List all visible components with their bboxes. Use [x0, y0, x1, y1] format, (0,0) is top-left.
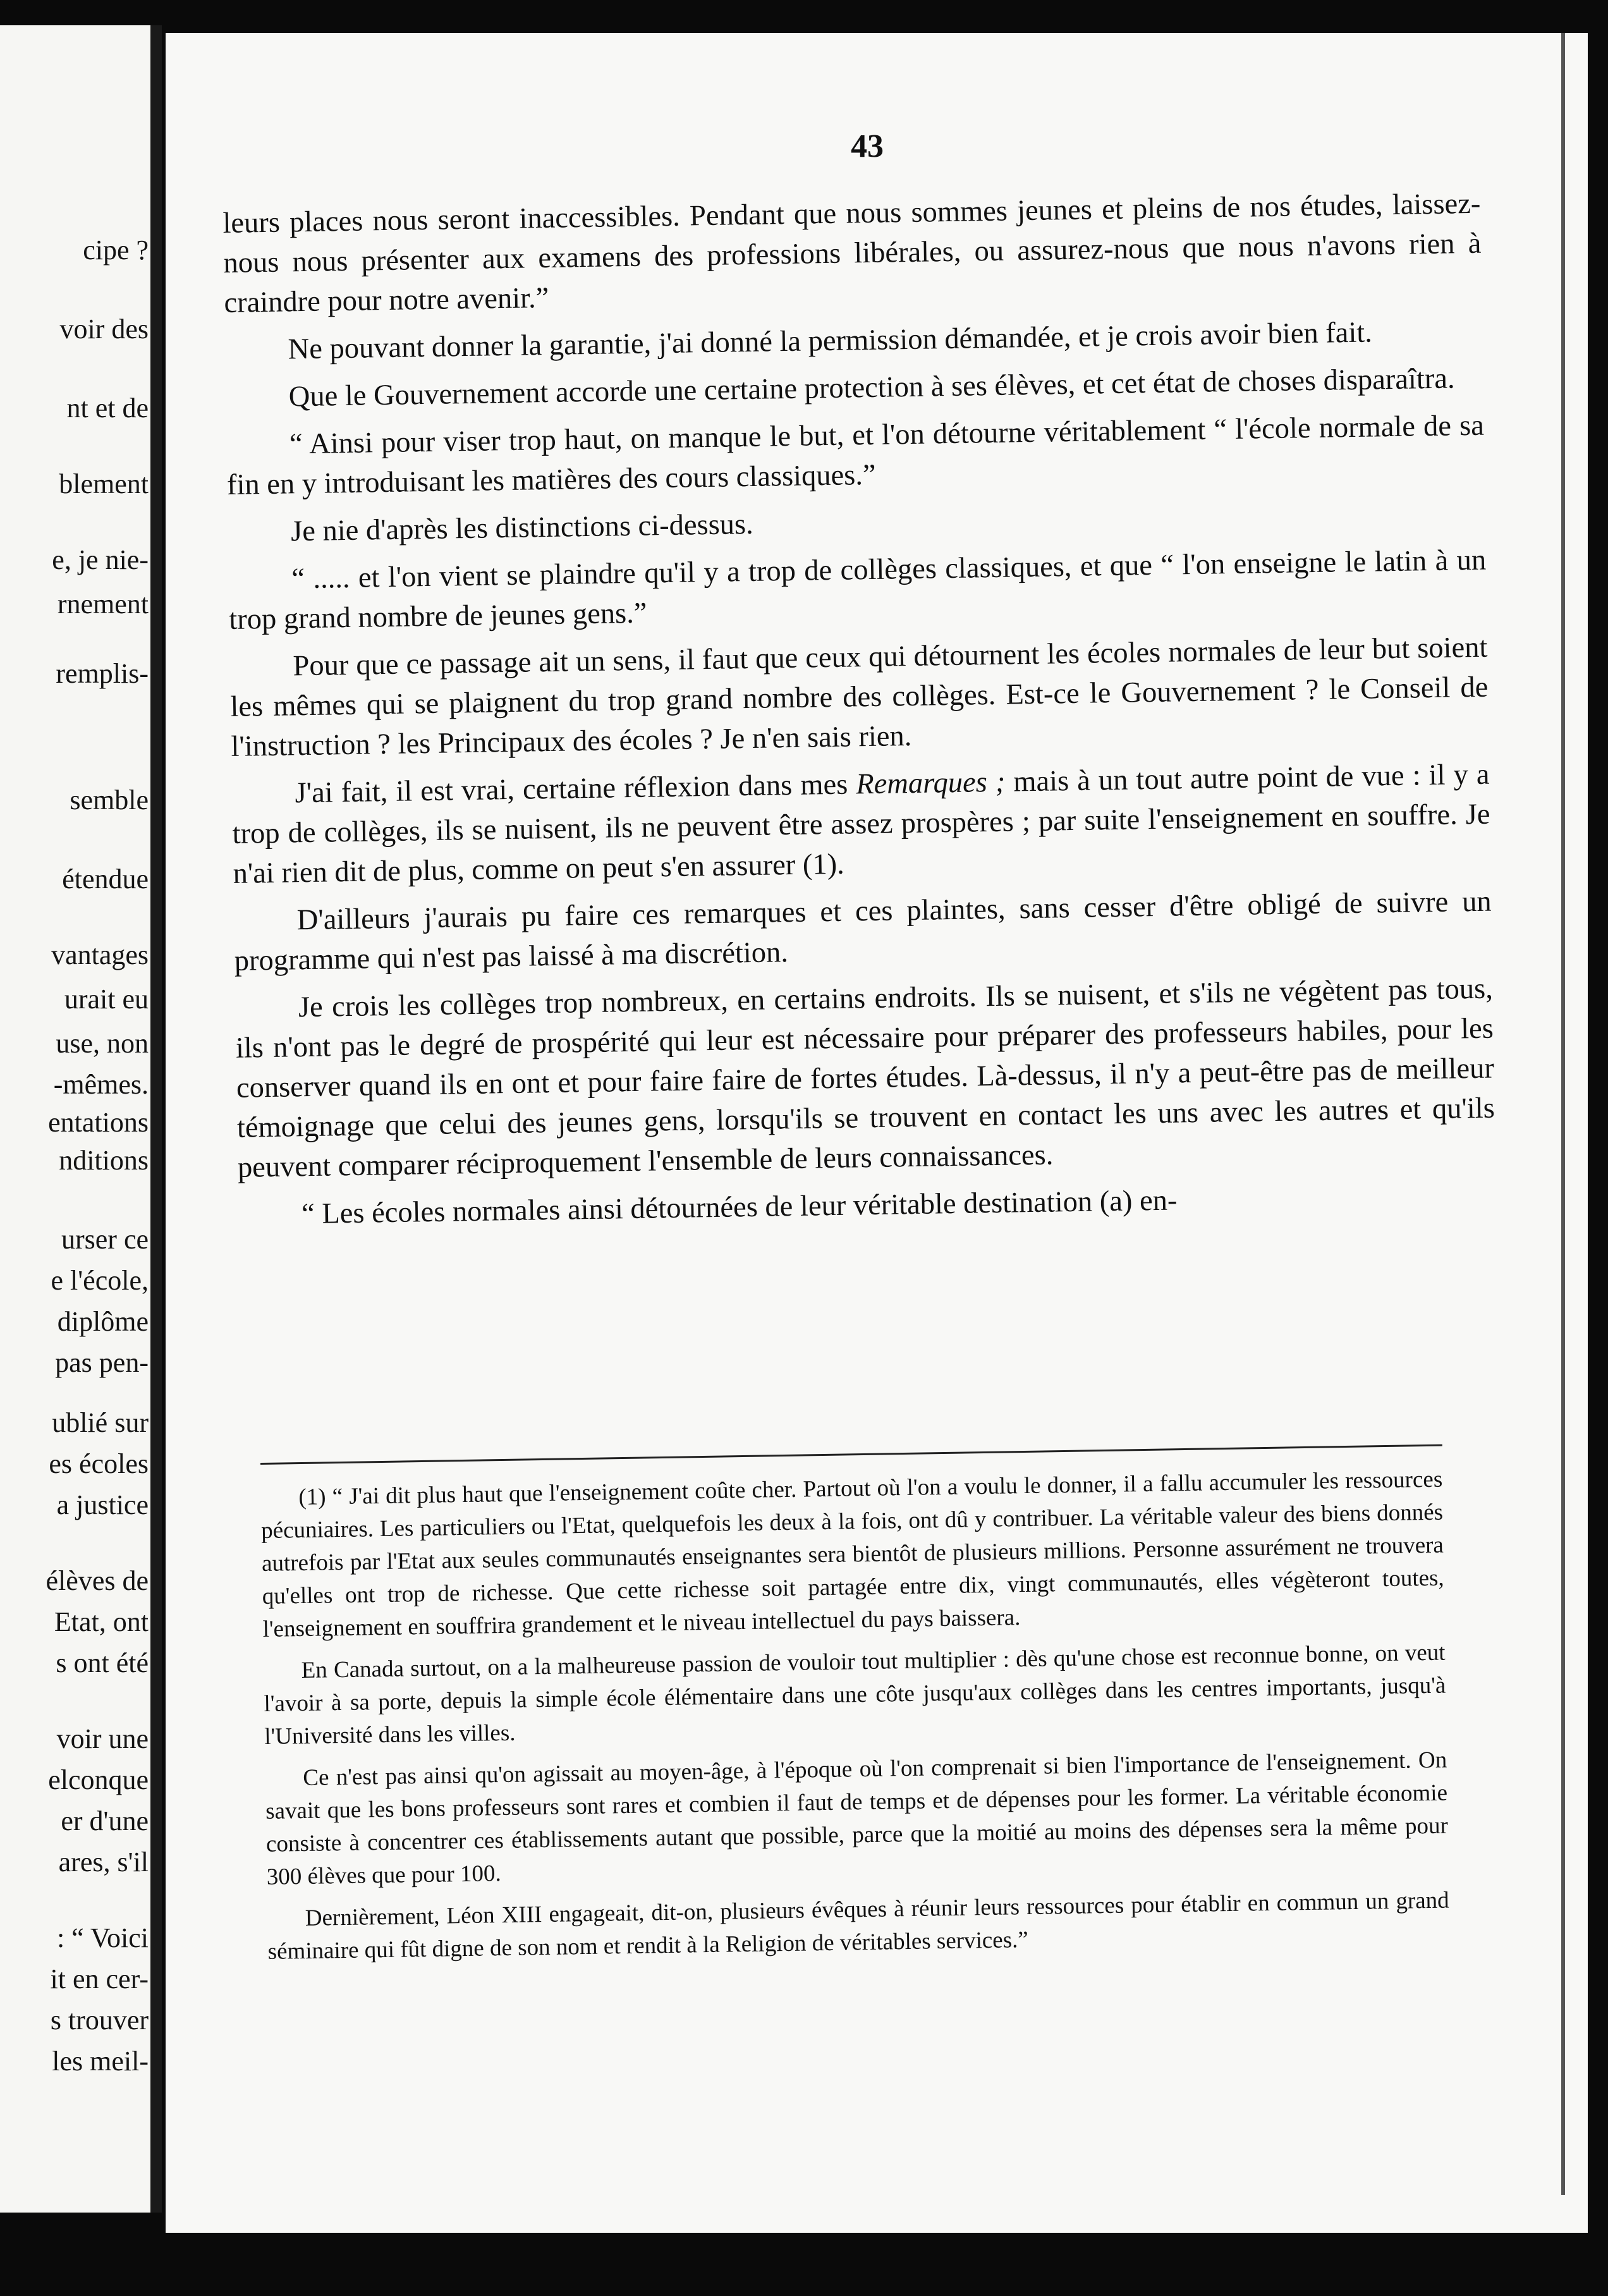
left-page-text-fragment: les meil-: [52, 2046, 149, 2077]
left-page-text-fragment: semble: [70, 785, 149, 815]
left-page-text-fragment: entations: [48, 1107, 149, 1138]
left-page-text-fragment: e l'école,: [51, 1265, 149, 1296]
left-page-text-fragment: elconque: [48, 1764, 149, 1795]
paragraph: Ne pouvant donner la garantie, j'ai donné la permission démandée, et je crois avoir bien fait.: [288, 316, 1373, 366]
left-page-text-fragment: a justice: [56, 1489, 149, 1520]
left-page-text-fragment: ares, s'il: [58, 1847, 149, 1878]
footnote-divider: [260, 1444, 1442, 1465]
left-page-text-fragment: Etat, ont: [54, 1606, 149, 1637]
footnotes: [260, 1463, 1450, 1977]
left-page-text-fragment: urait eu: [64, 984, 149, 1015]
paragraph-text: J'ai fait, il est vrai, certaine réflexion dans mes: [295, 768, 856, 810]
left-page-text-fragment: vantages: [51, 939, 149, 970]
left-page-text-fragment: élèves de: [46, 1565, 149, 1596]
left-page-text-fragment: e, je nie-: [52, 544, 149, 575]
italic-title: Remarques ;: [855, 766, 1006, 801]
page-number: 43: [851, 128, 884, 164]
left-page-text-fragment: s ont été: [56, 1647, 149, 1678]
paragraph-text: mais à un tout autre point de vue : il y a trop de collèges, ils se nuisent, ils ne peuvent être assez prospères ; par suite l'enseignement en souffre. Je n'ai rien dit de plus, comme on peut s'en assurer (1).: [232, 758, 1490, 890]
left-page-text-fragment: nditions: [59, 1145, 149, 1176]
paragraph-remarques: [231, 755, 1491, 894]
paragraph: Pour que ce passage ait un sens, il faut que ceux qui détournent les écoles normales de leur but soient les mêmes qui se plaignent du trop grand nombre des collèges. Est-ce le Gouvernement ? le Conseil de l'instruction ? les Principaux des écoles ? Je n'en sais rien.: [230, 631, 1489, 763]
left-page-text-fragment: urser ce: [61, 1224, 149, 1255]
previous-page-fragment: [0, 25, 155, 2213]
page-gutter: [150, 25, 162, 2213]
left-page-text-fragment: étendue: [62, 864, 149, 895]
left-page-text-fragment: blement: [59, 468, 149, 499]
quoted-paragraph: “ Ainsi pour viser trop haut, on manque le but, et l'on détourne véritablement “ l'école normale de sa fin en y introduisant les matières des cours classiques.”: [226, 409, 1485, 501]
paragraph: Je nie d'après les distinctions ci-dessus.: [290, 508, 754, 548]
paragraph: D'ailleurs j'aurais pu faire ces remarques et ces plaintes, sans cesser d'être obligé de suivre un programme qui n'est pas laissé à ma discrétion.: [234, 885, 1492, 977]
footnote-paragraph: (1) “ J'ai dit plus haut que l'enseignement coûte cher. Partout où l'on a voulu le donner, il a fallu accumuler les ressources pécuniaires. Les particuliers ou l'Etat, quelquefois les deux à la fois, ont dû y contribuer. La véritable valeur des biens donnés autrefois par l'Etat aux seules communautés enseignantes sera bientôt de plusieurs millions. Personne assurément ne trouvera qu'elles ont trop de richesse. Que cette richesse soit partagée entre dix, vingt communautés, elles végèteront toutes, l'enseignement en souffrira grandement et le niveau intellectuel du pays baissera.: [260, 1466, 1444, 1642]
quoted-paragraph: “ ..... et l'on vient se plaindre qu'il y a trop de collèges classiques, et que “ l'on enseigne le latin à un trop grand nombre de jeunes gens.”: [228, 544, 1487, 636]
paragraph: Je crois les collèges trop nombreux, en certains endroits. Ils se nuisent, et s'ils ne végètent pas tous, ils n'ont pas le degré de prospérité qui leur est nécessaire pour préparer des professeurs habiles, pour les conserver quand ils en ont et pour faire faire de fortes études. Là-dessus, il n'y a peut-être pas de meilleur témoignage que celui des jeunes gens, lorsqu'ils se trouvent en contact les uns avec les autres et qu'ils peuvent comparer réciproquement l'ensemble de leurs connaissances.: [235, 972, 1495, 1184]
footnote-paragraph: Ce n'est pas ainsi qu'on agissait au moyen-âge, à l'époque où l'on comprenait si bien l'importance de l'enseignement. On savait que les bons professeurs sont rares et combien il faut de temps et de dépenses pour les former. La véritable économie consiste à concentrer ces établissements autant que possible, parce que la moitié au moins des dépenses sera la même pour 300 élèves que pour 100.: [265, 1747, 1449, 1890]
book-page: [166, 33, 1588, 2233]
left-page-text-fragment: remplis-: [56, 658, 149, 689]
left-page-text-fragment: cipe ?: [83, 235, 149, 266]
left-page-text-fragment: rnement: [57, 589, 149, 620]
left-page-text-fragment: nt et de: [66, 393, 149, 424]
left-page-text-fragment: er d'une: [61, 1805, 149, 1836]
left-page-text-fragment: -mêmes.: [53, 1069, 149, 1100]
left-page-text-fragment: use, non: [56, 1028, 149, 1059]
paragraph: leurs places nous seront inaccessibles. Pendant que nous sommes jeunes et pleins de nos études, laissez-nous nous présenter aux examens des professions libérales, ou assurez-nous que nous n'avons rien à craindre pour notre avenir.”: [222, 187, 1482, 319]
left-page-text-fragment: ublié sur: [52, 1407, 149, 1438]
main-text: [222, 184, 1497, 1243]
footnote-paragraph: En Canada surtout, on a la malheureuse passion de vouloir tout multiplier : dès qu'une chose est reconnue bonne, on veut l'avoir à sa porte, depuis la simple école élémentaire dans une côte jusqu'aux collèges dans les centres importants, jusqu'à l'Université dans les villes.: [264, 1639, 1446, 1750]
left-page-text-fragment: it en cer-: [50, 1963, 149, 1994]
page-edge: [1561, 33, 1565, 2195]
left-page-text-fragment: es écoles: [49, 1448, 149, 1479]
left-page-text-fragment: voir une: [56, 1723, 149, 1754]
left-page-text-fragment: pas pen-: [55, 1347, 149, 1378]
quoted-paragraph: “ Les écoles normales ainsi détournées de leur véritable destination (a) en-: [301, 1184, 1178, 1231]
left-page-text-fragment: s trouver: [50, 2005, 149, 2036]
paragraph: Que le Gouvernement accorde une certaine protection à ses élèves, et cet état de choses disparaîtra.: [288, 362, 1455, 413]
footnote-paragraph: Dernièrement, Léon XIII engageait, dit-on, plusieurs évêques à réunir leurs ressources pour établir en commun un grand séminaire qui fût digne de son nom et rendit à la Religion de véritables services.”: [267, 1887, 1449, 1965]
left-page-text-fragment: voir des: [59, 314, 149, 345]
left-page-text-fragment: : “ Voici: [56, 1922, 149, 1953]
left-page-text-fragment: diplôme: [57, 1306, 149, 1337]
